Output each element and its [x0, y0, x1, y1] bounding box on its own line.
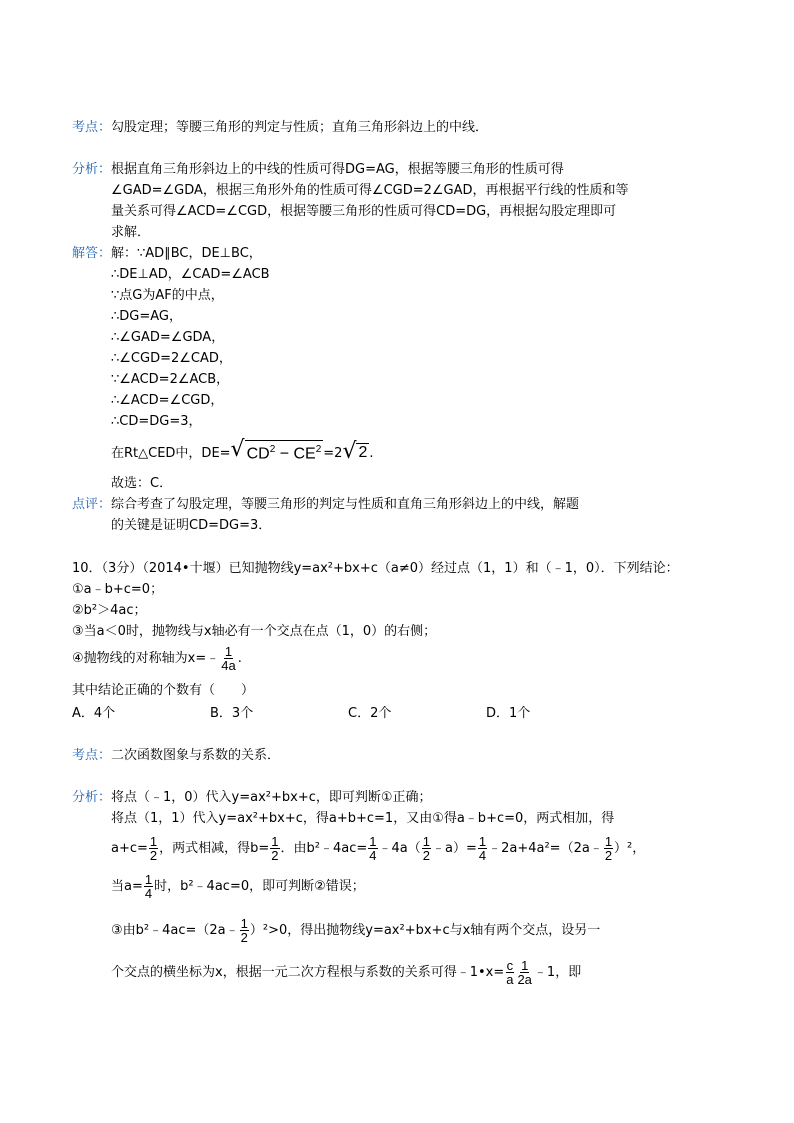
- choice-d: D．1个: [486, 706, 531, 721]
- q9-fenxi-line-1: 分析：根据直角三角形斜边上的中线的性质可得DG=AG，根据等腰三角形的性质可得: [72, 162, 564, 177]
- q10-fenxi-line-5: ③由b²﹣4ac=（2a﹣ $\frac{1}{2}$ ）²>0，得出抛物线y=ax²+bx+c与x轴有两个交点，设另一: [111, 916, 601, 945]
- choice-c: C．2个: [348, 706, 392, 721]
- q9-jieda-line-3: ∵点G为AF的中点，: [111, 288, 224, 303]
- q9-kaodian-line: [72, 120, 488, 136]
- choice-b: B．3个: [210, 706, 254, 721]
- q10-kaodian-line: 考点：二次函数图象与系数的关系．: [72, 748, 281, 763]
- q9-kaodian-text: 勾股定理；等腰三角形的判定与性质；直角三角形斜边上的中线．: [111, 120, 489, 135]
- q10-conclusion-4: ④抛物线的对称轴为x=﹣ $\frac{1}{4a}$ .: [72, 644, 242, 673]
- q10-conclusion-2: ②b²＞4ac；: [72, 603, 147, 618]
- sqrt-expression: √ $CD^2 - CE^2$: [230, 437, 322, 463]
- q10-fenxi-line-6: 个交点的横坐标为x，根据一元二次方程根与系数的关系可得﹣1•x= $\frac{c}{a}$ $\frac{1}{2a}$ ﹣1，即: [111, 958, 582, 987]
- q9-fenxi-line-2: ∠GAD=∠GDA，根据三角形外角的性质可得∠CGD=2∠GAD，再根据平行线的性质和等: [111, 183, 629, 198]
- q9-dianping-line-2: 的关键是证明CD=DG=3．: [111, 518, 272, 533]
- q9-fenxi-line-3: 量关系可得∠ACD=∠CGD，根据等腰三角形的性质可得CD=DG，再根据勾股定理即可: [111, 204, 617, 219]
- jieda-label: 解答：: [72, 246, 112, 261]
- q10-fenxi-line-4: 当a= $\frac{1}{4}$ 时，b²﹣4ac=0，即可判断②错误；: [111, 872, 365, 901]
- q9-fenxi-line-4: 求解．: [111, 225, 151, 240]
- dianping-label: 点评：: [72, 497, 112, 512]
- q10-conclusion-3: ③当a＜0时，抛物线与x轴必有一个交点在点（1，0）的右侧；: [72, 624, 437, 639]
- fraction: $\frac{1}{4a}$: [221, 644, 236, 673]
- q9-jieda-line-1: 解答：解：∵AD∥BC，DE⊥BC，: [72, 246, 262, 261]
- q10-fenxi-line-1: 分析：将点（﹣1，0）代入y=ax²+bx+c，即可判断①正确；: [72, 790, 432, 805]
- q9-jieda-line-6: ∴∠CGD=2∠CAD，: [111, 351, 232, 366]
- q9-de-line: 在Rt△CED中，DE=√ $CD^2 - CE^2 =2√$ 2 .: [111, 440, 374, 467]
- fenxi-label: 分析：: [72, 162, 112, 177]
- q9-jieda-line-9: ∴CD=DG=3，: [111, 414, 202, 429]
- q9-answer: 故选：C．: [111, 476, 173, 491]
- q9-jieda-line-5: ∴∠GAD=∠GDA，: [111, 330, 225, 345]
- kaodian-label: 考点：: [72, 120, 112, 135]
- q9-jieda-line-2: ∴DE⊥AD，∠CAD=∠ACB: [111, 267, 270, 282]
- q10-fenxi-line-2: 将点（1，1）代入y=ax²+bx+c，得a+b+c=1，又由①得a﹣b+c=0，两式相加，得: [111, 811, 615, 826]
- q10-stem: 10．（3分）（2014•十堰）已知抛物线y=ax²+bx+c（a≠0）经过点（1，1）和（﹣1，0）．下列结论：: [72, 561, 679, 576]
- sqrt-two: √ 2: [342, 438, 368, 464]
- q9-jieda-line-8: ∴∠ACD=∠CGD，: [111, 393, 224, 408]
- q10-question: 其中结论正确的个数有（ ）: [72, 683, 255, 698]
- choice-a: A．4个: [72, 706, 116, 721]
- q10-choices: [72, 706, 624, 722]
- q9-jieda-line-4: ∴DG=AG，: [111, 309, 182, 324]
- q9-dianping-line-1: 点评：综合考查了勾股定理，等腰三角形的判定与性质和直角三角形斜边上的中线，解题: [72, 497, 580, 512]
- q9-jieda-line-7: ∵∠ACD=2∠ACB，: [111, 372, 230, 387]
- q10-fenxi-line-3: a+c= $\frac{1}{2}$ ，两式相减，得b= $\frac{1}{2}$ ．由b²﹣4ac= $\frac{1}{4}$ ﹣4a（ $\frac{1}{2}$ ﹣a）= $\frac{1}{4}$ ﹣2a+4a²=（2a﹣ $\frac{1}{2}$ ）²，: [111, 834, 646, 863]
- q10-conclusion-1: ①a﹣b+c=0；: [72, 582, 164, 597]
